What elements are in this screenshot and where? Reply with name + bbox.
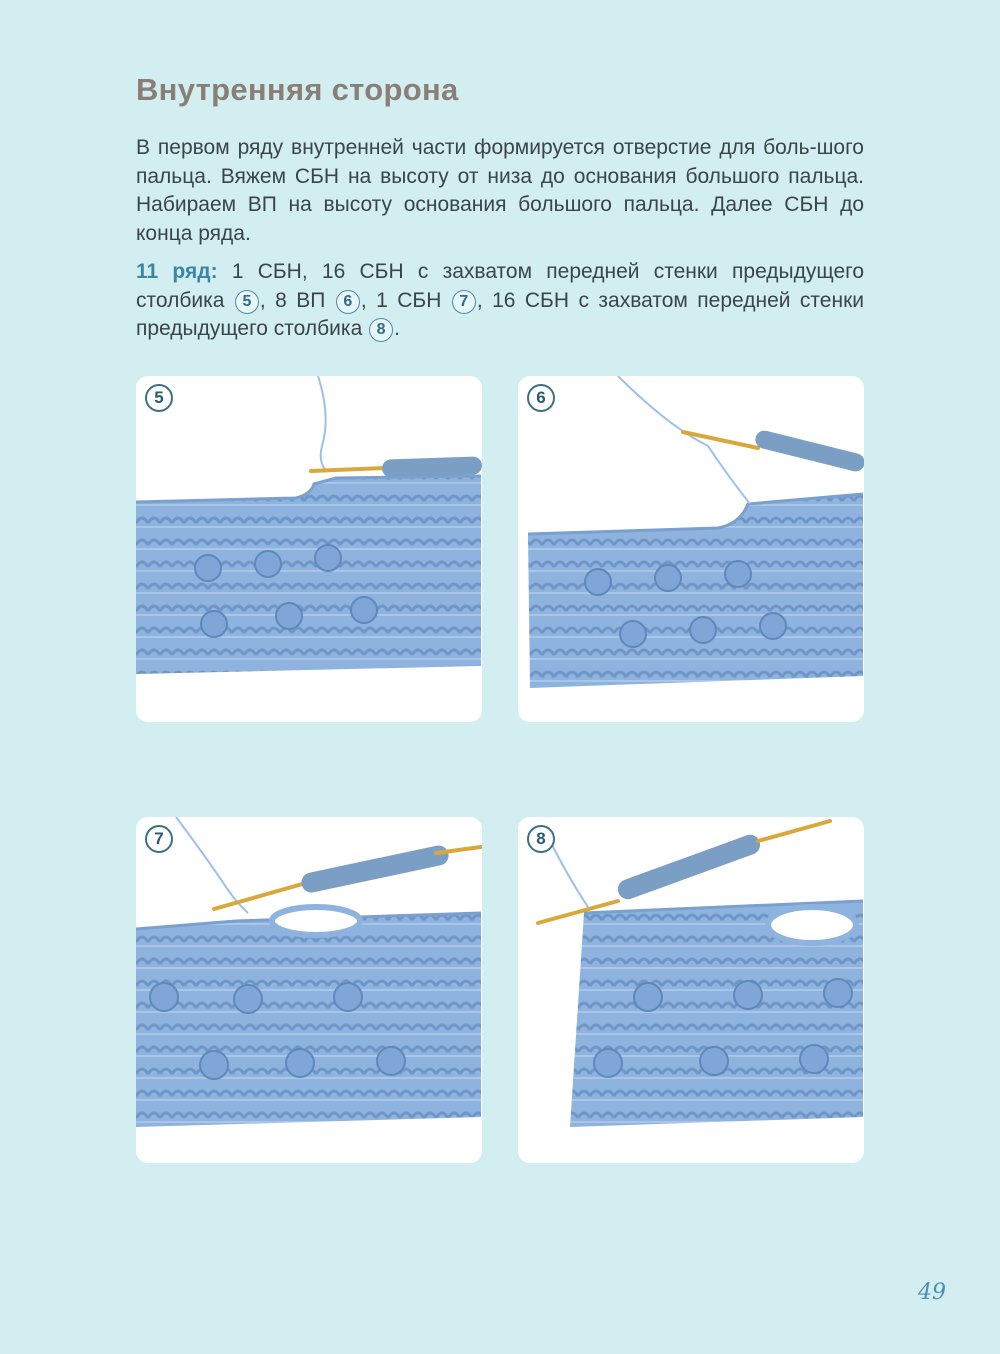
crochet-swatch-image xyxy=(136,817,482,1163)
crochet-swatch-image xyxy=(136,376,482,722)
step-ref-6: 6 xyxy=(336,290,360,314)
step-photo-6 xyxy=(518,376,864,722)
step-photo-8 xyxy=(518,817,864,1163)
step-ref-5: 5 xyxy=(235,290,259,314)
step-badge-5: 5 xyxy=(145,384,173,412)
step-photo-7 xyxy=(136,817,482,1163)
step-ref-7: 7 xyxy=(452,290,476,314)
section-title: Внутренняя сторона xyxy=(136,72,459,107)
step-badge-8: 8 xyxy=(527,825,555,853)
instruction-text: 1 СБН, 16 СБН с захватом передней стенки предыдущего столбика xyxy=(136,260,864,312)
instruction-text: , 1 СБН xyxy=(360,288,451,312)
intro-paragraph: В первом ряду внутренней части формируется отверстие для боль-шого пальца. Вяжем СБН на высоту от низа до основания большого пальца. Набираем ВП на высоту основания большого пальца. Далее СБН до конца ряда. xyxy=(136,136,864,245)
step-badge-7: 7 xyxy=(145,825,173,853)
crochet-swatch-image xyxy=(518,376,864,722)
step-photo-5 xyxy=(136,376,482,722)
page-number: 49 xyxy=(918,1280,946,1305)
row-instruction xyxy=(136,258,864,344)
instruction-text: . xyxy=(394,317,400,340)
step-badge-6: 6 xyxy=(527,384,555,412)
instruction-text: , 8 ВП xyxy=(259,288,335,312)
crochet-swatch-image xyxy=(518,817,864,1163)
instruction-text: , 16 СБН с захватом передней стенки предыдущего столбика xyxy=(136,288,865,340)
step-ref-8: 8 xyxy=(369,318,393,342)
row-label: 11 ряд: xyxy=(136,260,218,283)
